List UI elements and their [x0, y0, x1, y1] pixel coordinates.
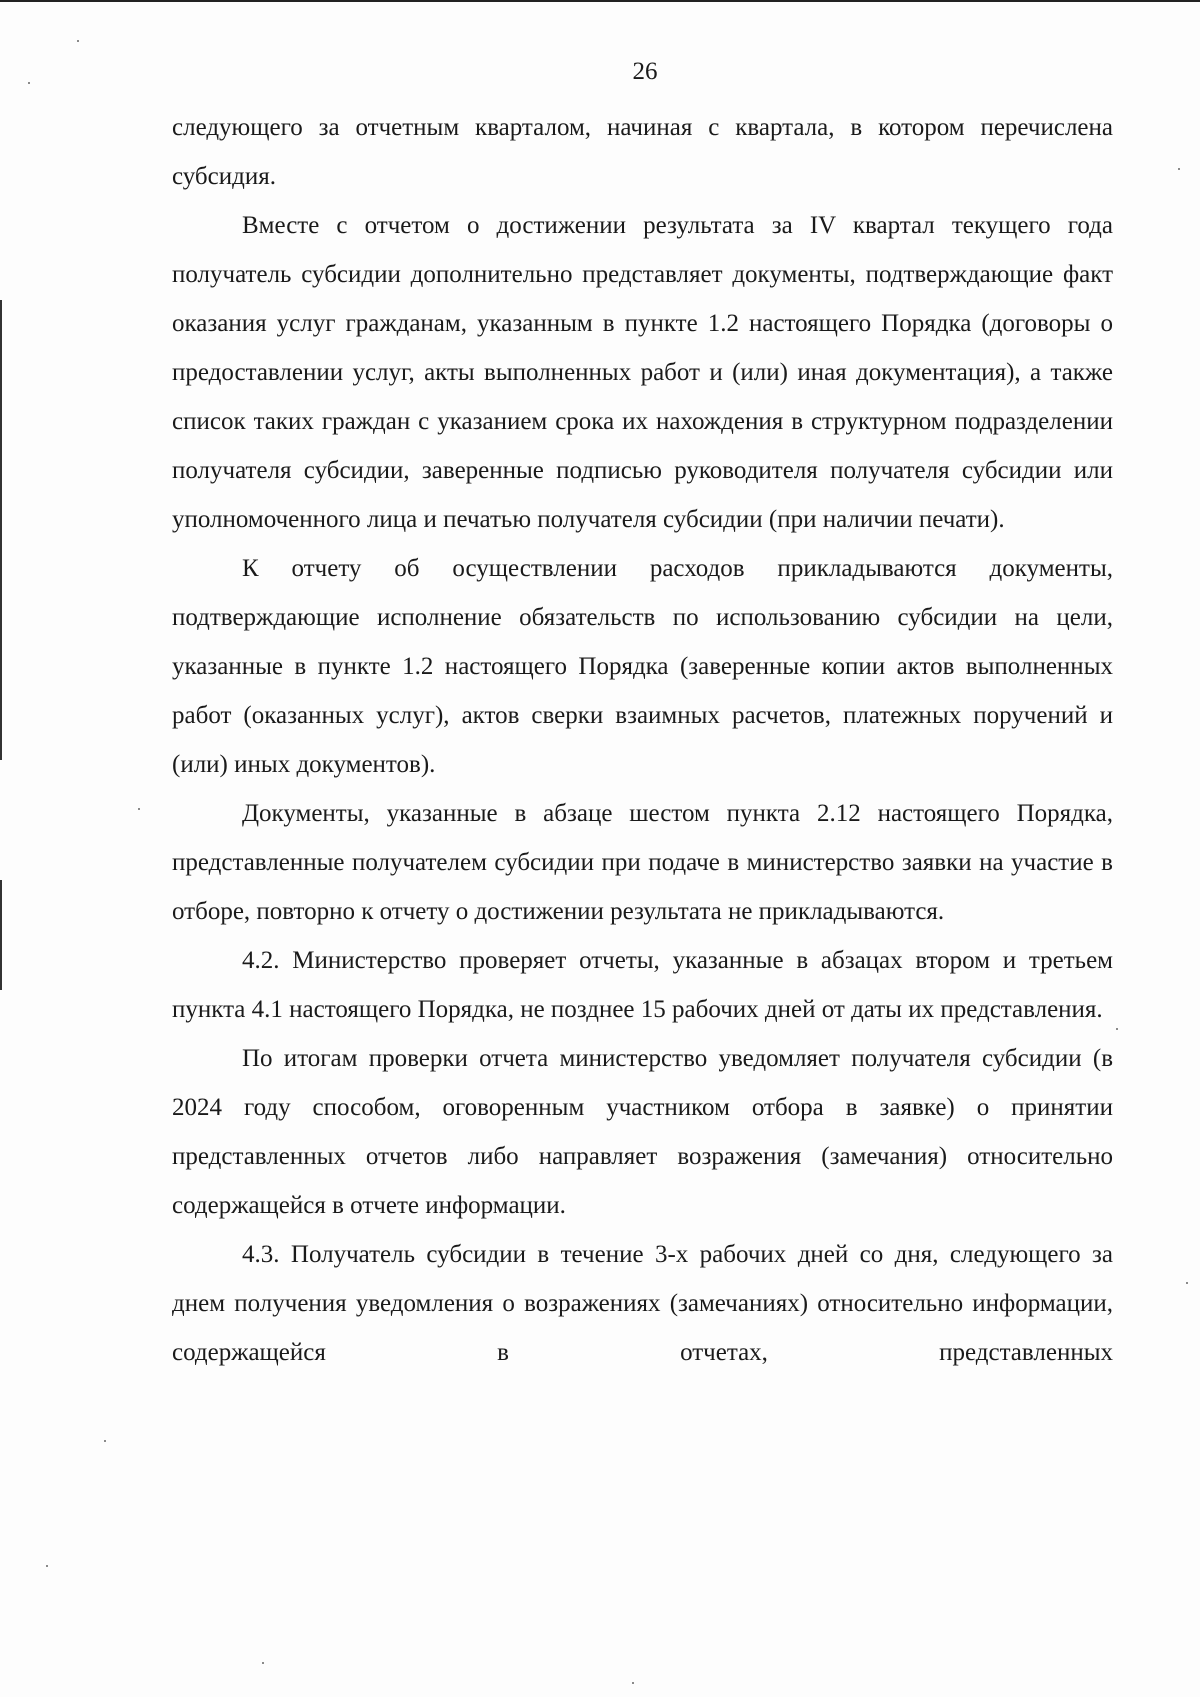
scan-left-edge [0, 300, 2, 760]
scan-speck [1178, 168, 1180, 170]
paragraph: К отчету об осуществлении расходов прикладываются документы, подтверждающие исполнение обязательств по использованию субсидии на цели, указанные в пункте 1.2 настоящего Порядка (заверенные копии актов выполненных работ (оказанных услуг), актов сверки взаимных расчетов, платежных поручений и (или) иных документов). [172, 555, 1113, 778]
document-body [172, 103, 1113, 1377]
scan-speck [1116, 1028, 1118, 1030]
scan-speck [104, 1440, 106, 1442]
scan-speck [262, 1662, 264, 1664]
paragraph: 4.2. Министерство проверяет отчеты, указанные в абзацах втором и третьем пункта 4.1 настоящего Порядка, не позднее 15 рабочих дней от даты их представления. [172, 947, 1113, 1023]
scan-speck [632, 1682, 634, 1684]
scan-speck [46, 1565, 48, 1567]
paragraph: По итогам проверки отчета министерство уведомляет получателя субсидии (в 2024 году способом, оговоренным участником отбора в заявке) о принятии представленных отчетов либо направляет возражения (замечания) относительно содержащейся в отчете информации. [172, 1045, 1113, 1219]
scan-speck [77, 40, 79, 42]
page-number: 26 [632, 58, 658, 85]
scan-speck [28, 82, 30, 84]
scan-speck [1186, 1282, 1188, 1284]
scan-speck [138, 808, 140, 810]
scan-left-edge [0, 880, 2, 990]
scan-top-edge [0, 0, 1200, 2]
paragraph: 4.3. Получатель субсидии в течение 3-х рабочих дней со дня, следующего за днем получения уведомления о возражениях (замечаниях) относительно информации, содержащейся в отчетах, представленных [172, 1241, 1113, 1366]
paragraph: Документы, указанные в абзаце шестом пункта 2.12 настоящего Порядка, представленные получателем субсидии при подаче в министерство заявки на участие в отборе, повторно к отчету о достижении результата не прикладываются. [172, 800, 1113, 925]
paragraph: Вместе с отчетом о достижении результата за IV квартал текущего года получатель субсидии дополнительно представляет документы, подтверждающие факт оказания услуг гражданам, указанным в пункте 1.2 настоящего Порядка (договоры о предоставлении услуг, акты выполненных работ и (или) иная документация), а также список таких граждан с указанием срока их нахождения в структурном подразделении получателя субсидии, заверенные подписью руководителя получателя субсидии или уполномоченного лица и печатью получателя субсидии (при наличии печати). [172, 212, 1113, 533]
paragraph: следующего за отчетным кварталом, начиная с квартала, в котором перечислена субсидия. [172, 114, 1113, 190]
